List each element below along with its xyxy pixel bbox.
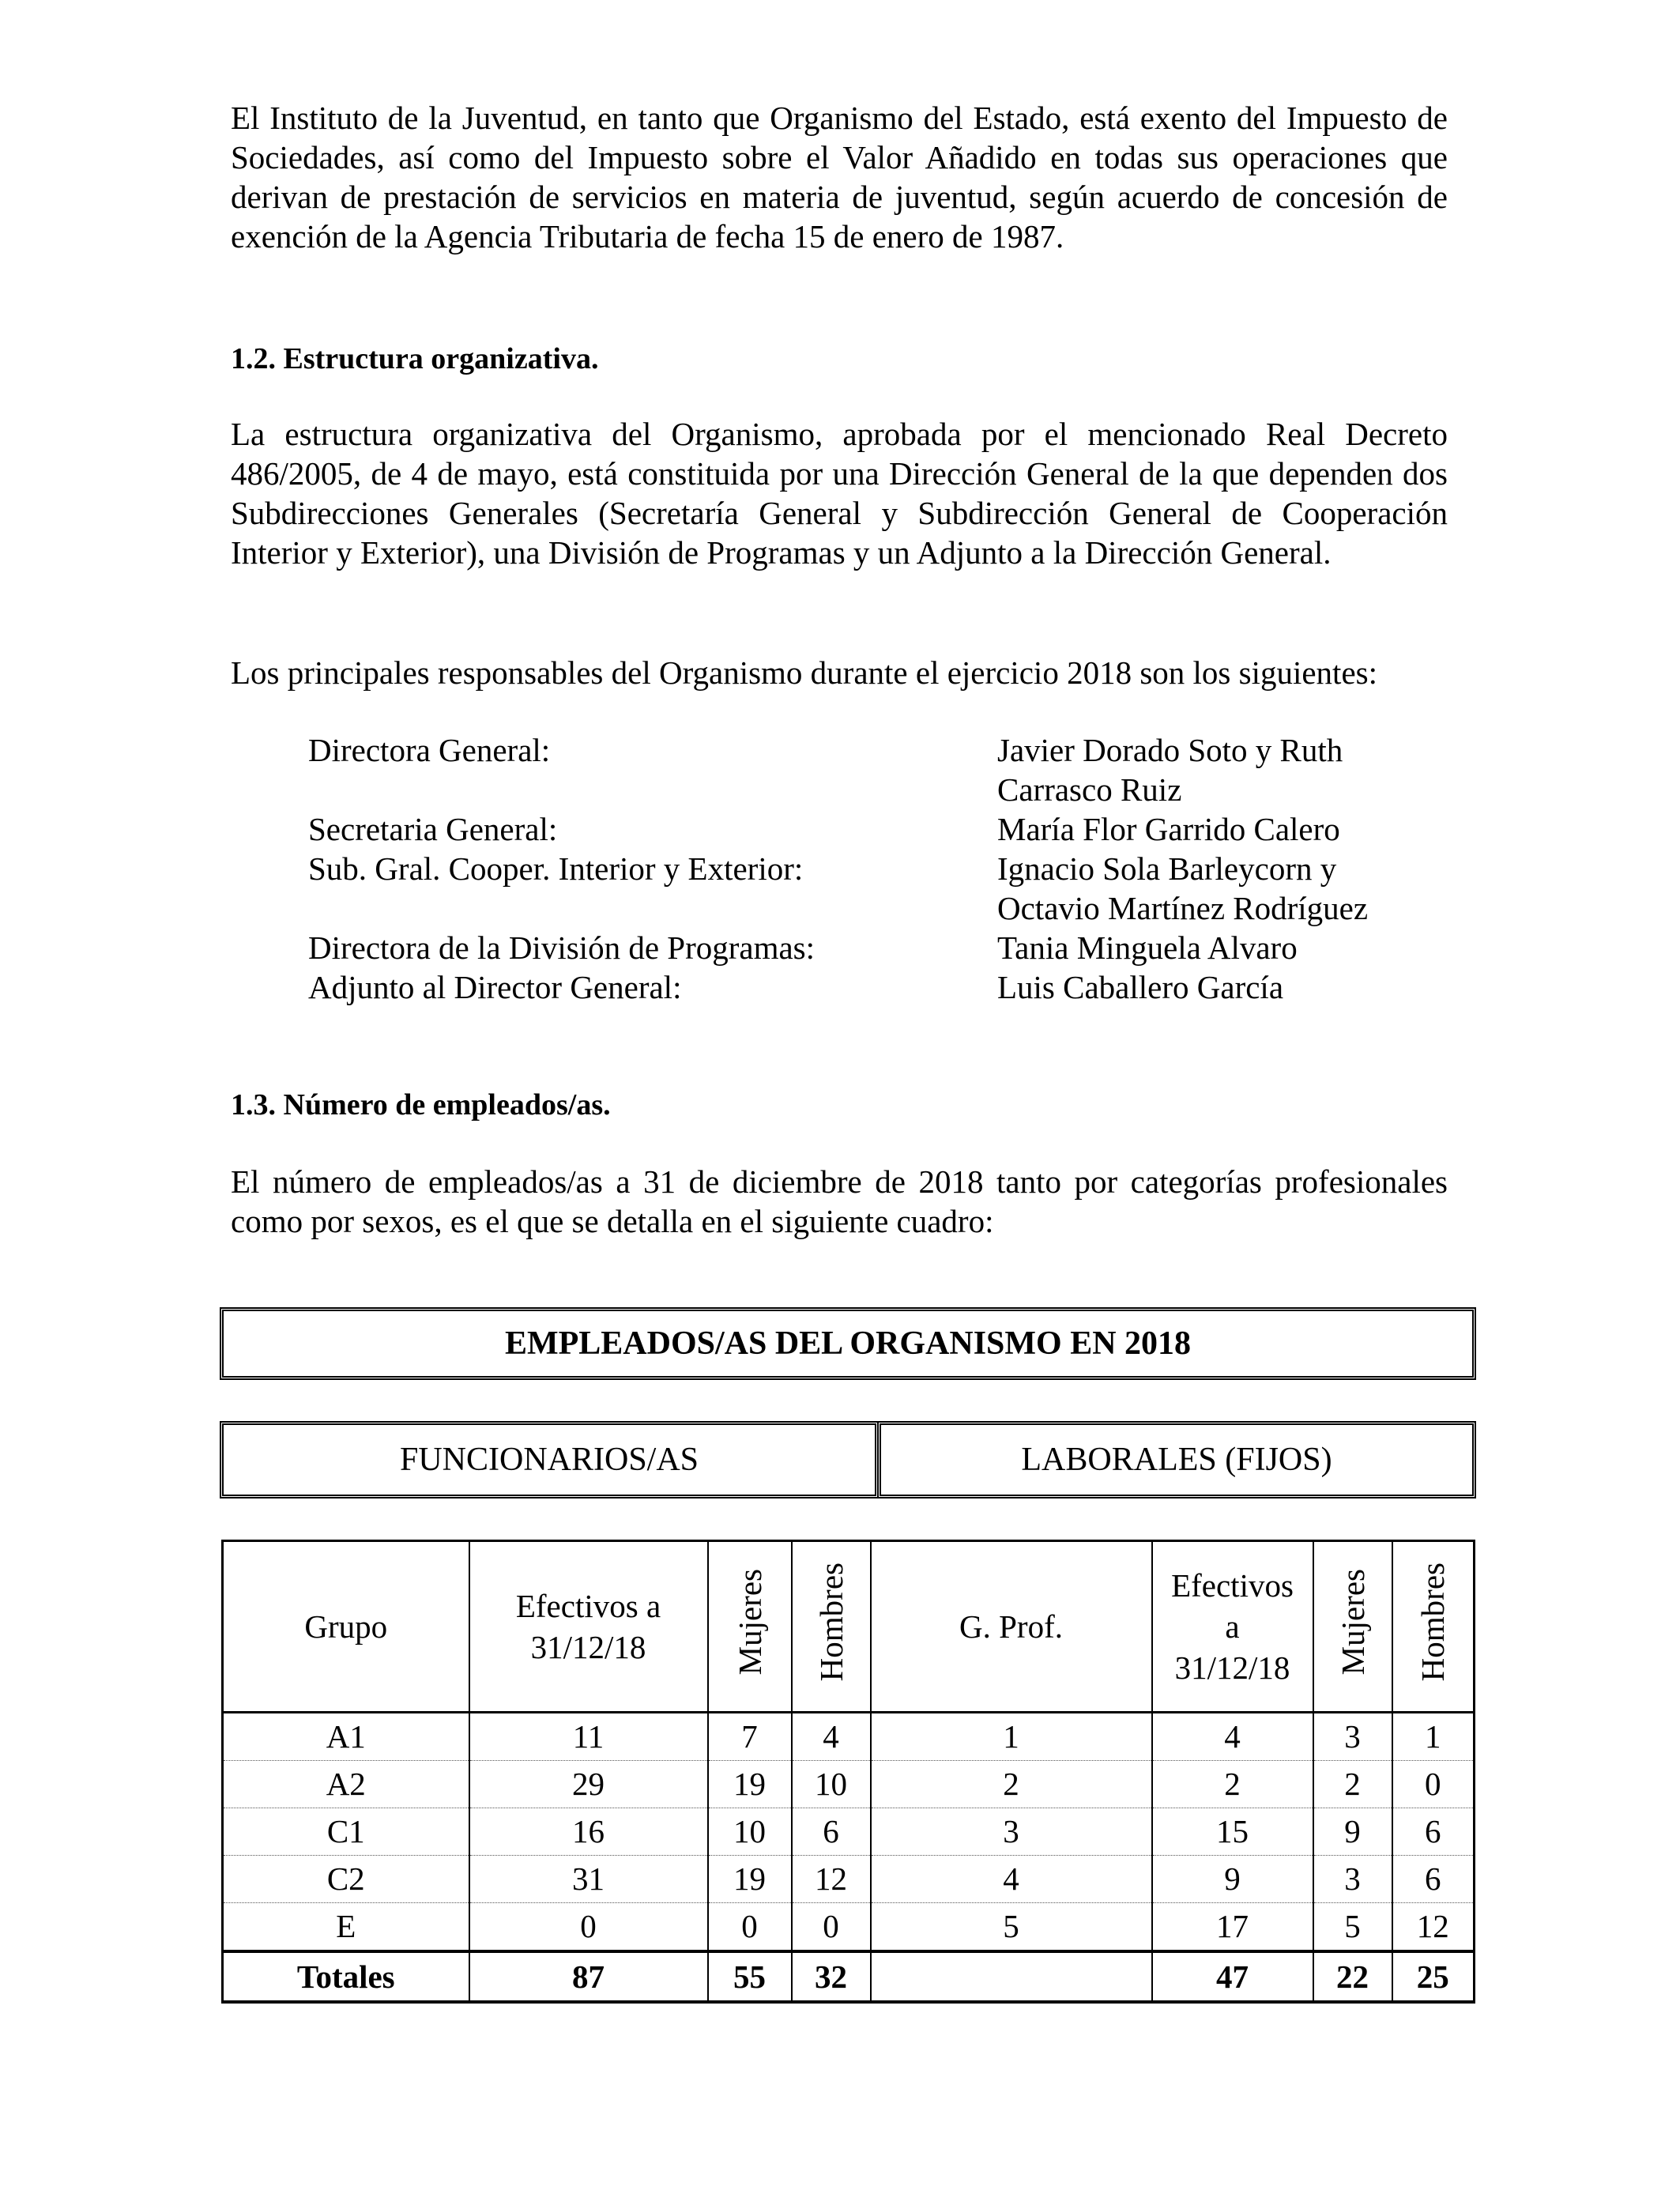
section-heading-estructura: 1.2. Estructura organizativa. xyxy=(231,342,599,375)
cell-mujeres-f: 19 xyxy=(708,1856,792,1903)
table-row xyxy=(223,1761,1475,1808)
cell-efectivos-l: 2 xyxy=(1152,1761,1313,1808)
responsable-name: Ignacio Sola Barleycorn y Octavio Martínez Rodríguez xyxy=(997,850,1369,926)
table-row xyxy=(223,1856,1475,1903)
cell-gprof: 1 xyxy=(871,1713,1152,1761)
header-grupo: Grupo xyxy=(223,1541,469,1713)
header-mujeres-funcionarios: Mujeres xyxy=(708,1541,792,1713)
responsable-name: Tania Minguela Alvaro xyxy=(997,929,1298,966)
cell-hombres-f: 4 xyxy=(792,1713,871,1761)
cell-mujeres-f: 19 xyxy=(708,1761,792,1808)
responsable-role: Secretaria General: xyxy=(308,811,558,847)
estructura-paragraph: La estructura organizativa del Organismo, aprobada por el mencionado Real Decreto 486/2005, de 4 de mayo, está constituida por una Dirección General de la que dependen dos Subdirecciones Generales (Secretaría General y Subdirección General de Cooperación Interior y Exterior), una División de Programas y un Adjunto a la Dirección General. xyxy=(231,416,1448,571)
responsable-role: Directora General: xyxy=(308,732,551,768)
header-hombres-funcionarios: Hombres xyxy=(792,1541,871,1713)
section-heading-empleados: 1.3. Número de empleados/as. xyxy=(231,1088,611,1122)
cell-efectivos-l: 9 xyxy=(1152,1856,1313,1903)
cell-gprof: 2 xyxy=(871,1761,1152,1808)
cell-mujeres-f: 7 xyxy=(708,1713,792,1761)
cell-mujeres-l: 3 xyxy=(1313,1856,1392,1903)
header-gprof: G. Prof. xyxy=(871,1541,1152,1713)
empleados-paragraph: El número de empleados/as a 31 de diciembre de 2018 tanto por categorías profesionales como por sexos, es el que se detalla en el siguiente cuadro: xyxy=(231,1163,1448,1239)
responsables-intro: Los principales responsables del Organismo durante el ejercicio 2018 son los siguientes: xyxy=(231,654,1377,691)
responsable-role: Directora de la División de Programas: xyxy=(308,929,816,966)
cell-hombres-l: 0 xyxy=(1392,1761,1475,1808)
responsable-role: Adjunto al Director General: xyxy=(308,969,682,1005)
cell-mujeres-l: 3 xyxy=(1313,1713,1392,1761)
cell-efectivos-f: 16 xyxy=(469,1808,708,1856)
cell-grupo: A2 xyxy=(223,1761,469,1808)
total-mujeres-f: 55 xyxy=(708,1951,792,2002)
total-mujeres-l: 22 xyxy=(1313,1951,1392,2002)
cell-grupo: A1 xyxy=(223,1713,469,1761)
cell-gprof: 4 xyxy=(871,1856,1152,1903)
cell-grupo: C2 xyxy=(223,1856,469,1903)
cell-grupo: C1 xyxy=(223,1808,469,1856)
cell-mujeres-f: 0 xyxy=(708,1903,792,1952)
cell-efectivos-f: 0 xyxy=(469,1903,708,1952)
cell-efectivos-l: 4 xyxy=(1152,1713,1313,1761)
cell-mujeres-l: 9 xyxy=(1313,1808,1392,1856)
table-row xyxy=(223,1713,1475,1761)
intro-paragraph: El Instituto de la Juventud, en tanto que Organismo del Estado, está exento del Impuesto de Sociedades, así como del Impuesto sobre el Valor Añadido en todas sus operaciones que derivan de prestación de servicios en materia de juventud, según acuerdo de concesión de exención de la Agencia Tributaria de fecha 15 de enero de 1987. xyxy=(231,100,1448,254)
total-gprof xyxy=(871,1951,1152,2002)
total-efectivos-l: 47 xyxy=(1152,1951,1313,2002)
employees-table xyxy=(221,1540,1475,2004)
table-header-row xyxy=(223,1541,1475,1713)
table-row xyxy=(223,1808,1475,1856)
total-hombres-l: 25 xyxy=(1392,1951,1475,2002)
header-mujeres-laborales: Mujeres xyxy=(1313,1541,1392,1713)
cell-mujeres-l: 5 xyxy=(1313,1903,1392,1952)
cell-efectivos-f: 11 xyxy=(469,1713,708,1761)
total-efectivos-f: 87 xyxy=(469,1951,708,2002)
table-title: EMPLEADOS/AS DEL ORGANISMO EN 2018 xyxy=(220,1307,1476,1380)
cell-gprof: 5 xyxy=(871,1903,1152,1952)
header-efectivos-laborales: Efectivos a 31/12/18 xyxy=(1152,1541,1313,1713)
cell-gprof: 3 xyxy=(871,1808,1152,1856)
responsable-name: María Flor Garrido Calero xyxy=(997,811,1340,847)
cell-hombres-f: 0 xyxy=(792,1903,871,1952)
total-hombres-f: 32 xyxy=(792,1951,871,2002)
cell-efectivos-l: 17 xyxy=(1152,1903,1313,1952)
cell-efectivos-f: 29 xyxy=(469,1761,708,1808)
table-row xyxy=(223,1903,1475,1952)
cell-grupo: E xyxy=(223,1903,469,1952)
responsable-name: Luis Caballero García xyxy=(997,969,1284,1005)
cell-hombres-f: 12 xyxy=(792,1856,871,1903)
cell-hombres-l: 12 xyxy=(1392,1903,1475,1952)
cell-hombres-f: 10 xyxy=(792,1761,871,1808)
totals-label: Totales xyxy=(223,1951,469,2002)
cell-efectivos-l: 15 xyxy=(1152,1808,1313,1856)
cell-hombres-l: 1 xyxy=(1392,1713,1475,1761)
cell-hombres-l: 6 xyxy=(1392,1856,1475,1903)
totals-row xyxy=(223,1951,1475,2002)
responsable-name: Javier Dorado Soto y Ruth Carrasco Ruiz xyxy=(997,732,1343,808)
cell-efectivos-f: 31 xyxy=(469,1856,708,1903)
cell-hombres-f: 6 xyxy=(792,1808,871,1856)
header-hombres-laborales: Hombres xyxy=(1392,1541,1475,1713)
cell-hombres-l: 6 xyxy=(1392,1808,1475,1856)
responsable-role: Sub. Gral. Cooper. Interior y Exterior: xyxy=(308,850,804,887)
laborales-label: LABORALES (FIJOS) xyxy=(877,1421,1476,1498)
funcionarios-label: FUNCIONARIOS/AS xyxy=(220,1421,879,1498)
header-efectivos-funcionarios: Efectivos a 31/12/18 xyxy=(469,1541,708,1713)
cell-mujeres-f: 10 xyxy=(708,1808,792,1856)
cell-mujeres-l: 2 xyxy=(1313,1761,1392,1808)
